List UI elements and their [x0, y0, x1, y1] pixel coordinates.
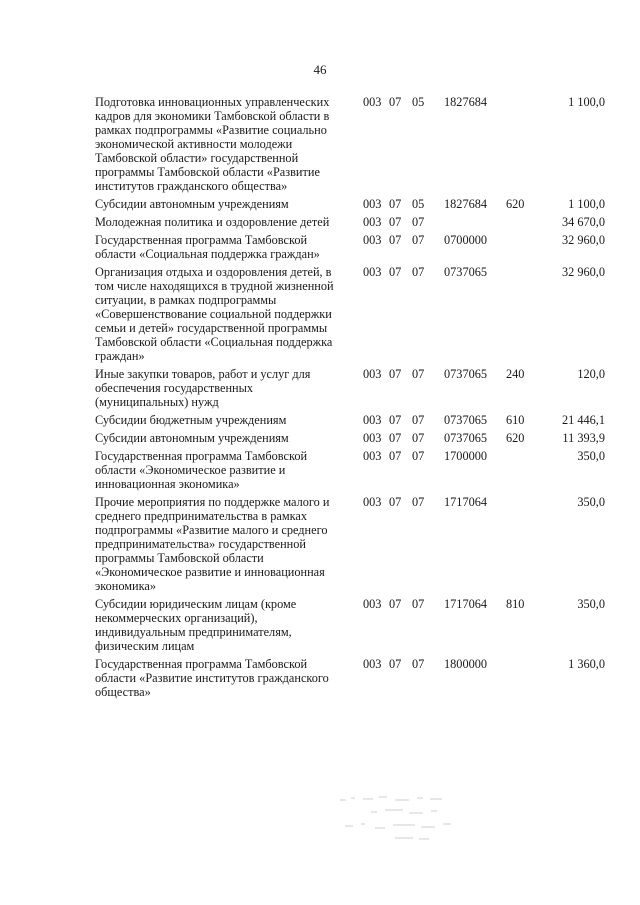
row-pr: 07	[412, 215, 425, 229]
row-pr: 05	[412, 95, 425, 109]
row-ved: 003	[363, 495, 382, 509]
row-pr: 07	[412, 449, 425, 463]
row-vr	[498, 95, 530, 197]
row-vr: 620	[506, 431, 525, 445]
budget-table	[95, 95, 605, 703]
row-csr: 1717064	[444, 597, 488, 611]
table-row	[95, 233, 605, 265]
row-vr	[498, 495, 530, 597]
row-pr: 07	[412, 413, 425, 427]
row-sum: 32 960,0	[561, 265, 605, 279]
row-pr: 07	[412, 233, 425, 247]
row-pr: 07	[412, 495, 425, 509]
row-csr: 1700000	[444, 449, 488, 463]
row-vr	[498, 657, 530, 703]
row-ved: 003	[363, 197, 382, 211]
table-row	[95, 431, 605, 449]
row-csr: 1800000	[444, 657, 488, 671]
table-row	[95, 449, 605, 495]
row-csr: 1827684	[444, 197, 488, 211]
row-sum: 32 960,0	[561, 233, 605, 247]
row-csr	[430, 215, 498, 233]
row-name: Государственная программа Тамбовской области «Экономическое развитие и инновационная экономика»	[95, 449, 308, 491]
row-ved: 003	[363, 413, 382, 427]
row-name: Государственная программа Тамбовской области «Развитие институтов гражданского общества»	[95, 657, 329, 699]
row-rz: 07	[389, 95, 402, 109]
row-ved: 003	[363, 215, 382, 229]
row-sum: 120,0	[577, 367, 605, 381]
table-row	[95, 495, 605, 597]
row-ved: 003	[363, 233, 382, 247]
row-name: Субсидии бюджетным учреждениям	[95, 413, 287, 427]
page-number: 46	[313, 62, 327, 77]
row-pr: 07	[412, 367, 425, 381]
row-csr: 1827684	[444, 95, 488, 109]
row-ved: 003	[363, 597, 382, 611]
row-name: Подготовка инновационных управленческих кадров для экономики Тамбовской области в рамках подпрограммы «Развитие социально экономической активности молодежи Тамбовской области» государственной программы Тамбовской области «Развитие институтов гражданского общества»	[95, 95, 330, 193]
row-csr: 0737065	[444, 367, 488, 381]
row-name: Государственная программа Тамбовской области «Социальная поддержка граждан»	[95, 233, 320, 261]
row-rz: 07	[389, 215, 402, 229]
row-sum: 350,0	[577, 597, 605, 611]
row-pr: 07	[412, 265, 425, 279]
row-vr: 620	[506, 197, 525, 211]
row-ved: 003	[363, 367, 382, 381]
row-ved: 003	[363, 431, 382, 445]
table-row	[95, 367, 605, 413]
faded-stamp-mark	[335, 788, 475, 848]
row-vr: 610	[506, 413, 525, 427]
row-sum: 1 100,0	[568, 197, 605, 211]
row-sum: 21 446,1	[561, 413, 605, 427]
table-row	[95, 265, 605, 367]
table-row	[95, 657, 605, 703]
row-vr	[498, 449, 530, 495]
row-pr: 05	[412, 197, 425, 211]
row-rz: 07	[389, 449, 402, 463]
row-vr	[498, 233, 530, 265]
row-ved: 003	[363, 265, 382, 279]
table-row	[95, 197, 605, 215]
row-vr	[498, 265, 530, 367]
row-csr: 1717064	[444, 495, 488, 509]
row-rz: 07	[389, 265, 402, 279]
table-row	[95, 215, 605, 233]
row-sum: 350,0	[577, 495, 605, 509]
row-vr	[498, 215, 530, 233]
row-ved: 003	[363, 657, 382, 671]
row-name: Молодежная политика и оздоровление детей	[95, 215, 330, 229]
row-pr: 07	[412, 657, 425, 671]
row-name: Субсидии автономным учреждениям	[95, 431, 289, 445]
row-name: Иные закупки товаров, работ и услуг для обеспечения государственных (муниципальных) нужд	[95, 367, 311, 409]
row-csr: 0737065	[444, 265, 488, 279]
row-sum: 1 360,0	[568, 657, 605, 671]
row-pr: 07	[412, 431, 425, 445]
row-rz: 07	[389, 495, 402, 509]
row-name: Прочие мероприятия по поддержке малого и среднего предпринимательства в рамках подпрограммы «Развитие малого и среднего предпринимательства» государственной программы Тамбовской области «Экономическое развитие и инновационная экономика»	[95, 495, 330, 593]
table-row	[95, 597, 605, 657]
row-rz: 07	[389, 431, 402, 445]
row-name: Субсидии автономным учреждениям	[95, 197, 289, 211]
row-pr: 07	[412, 597, 425, 611]
table-row	[95, 95, 605, 197]
row-sum: 11 393,9	[562, 431, 605, 445]
row-rz: 07	[389, 657, 402, 671]
row-ved: 003	[363, 449, 382, 463]
row-rz: 07	[389, 233, 402, 247]
row-csr: 0700000	[444, 233, 488, 247]
row-sum: 350,0	[577, 449, 605, 463]
table-row	[95, 413, 605, 431]
row-rz: 07	[389, 197, 402, 211]
row-vr: 240	[506, 367, 525, 381]
row-rz: 07	[389, 597, 402, 611]
row-rz: 07	[389, 413, 402, 427]
row-name: Организация отдыха и оздоровления детей, в том числе находящихся в трудной жизненной ситуации, в рамках подпрограммы «Совершенствование социальной поддержки семьи и детей» государственной программы Тамбовской области «Социальная поддержка граждан»	[95, 265, 334, 363]
row-rz: 07	[389, 367, 402, 381]
row-ved: 003	[363, 95, 382, 109]
row-sum: 1 100,0	[568, 95, 605, 109]
row-csr: 0737065	[444, 431, 488, 445]
row-sum: 34 670,0	[561, 215, 605, 229]
row-csr: 0737065	[444, 413, 488, 427]
row-vr: 810	[506, 597, 525, 611]
row-name: Субсидии юридическим лицам (кроме некоммерческих организаций), индивидуальным предпринимателям, физическим лицам	[95, 597, 297, 653]
